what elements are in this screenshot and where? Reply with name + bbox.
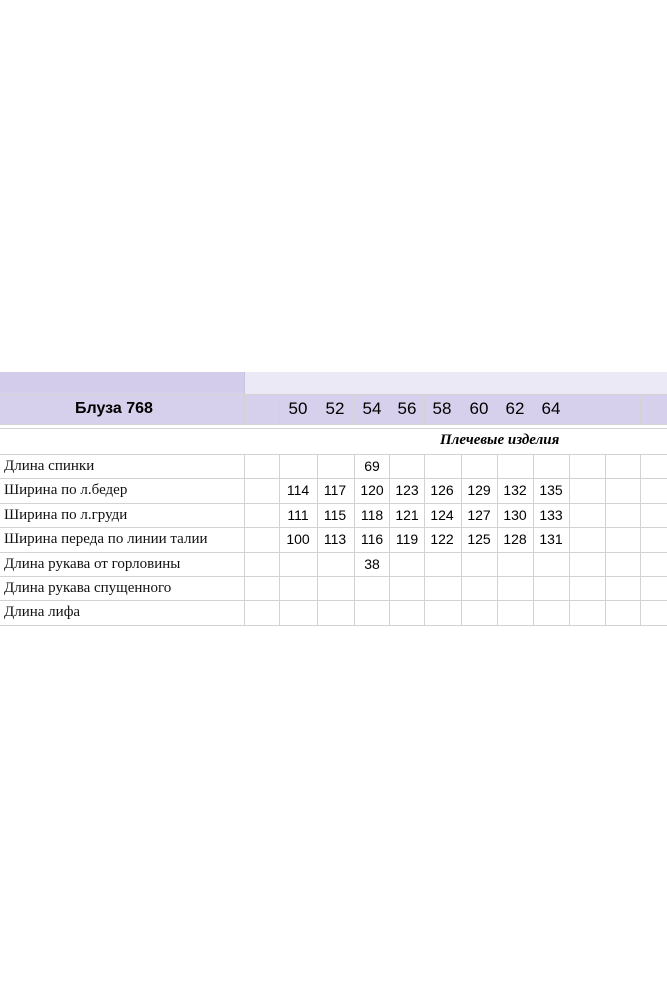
grid-line — [640, 394, 641, 424]
grid-line — [640, 454, 641, 625]
table-cell — [497, 552, 533, 576]
table-cell — [497, 600, 533, 624]
table-cell — [497, 576, 533, 600]
table-cell — [317, 552, 353, 576]
table-cell: 116 — [360, 531, 384, 548]
table-cell: 132 — [503, 482, 527, 499]
size-header-cell: 52 — [325, 399, 345, 418]
grid-line — [389, 394, 390, 424]
grid-line — [0, 625, 667, 626]
grid-line — [0, 424, 667, 425]
size-chart-table — [0, 372, 667, 627]
table-cell — [461, 552, 497, 576]
grid-line — [279, 394, 280, 424]
table-cell — [424, 600, 460, 624]
table-cell: 121 — [395, 506, 419, 523]
table-cell: 123 — [395, 482, 419, 499]
table-cell: 111 — [287, 506, 309, 523]
grid-line — [424, 394, 425, 424]
size-header-cell: 50 — [288, 399, 308, 418]
row-label: Ширина по л.бедер — [4, 482, 128, 499]
table-cell — [424, 454, 460, 478]
table-cell — [317, 454, 353, 478]
table-cell: 135 — [539, 482, 563, 499]
grid-line — [461, 394, 462, 424]
table-cell — [389, 600, 425, 624]
table-cell: 128 — [503, 531, 527, 548]
table-cell: 126 — [430, 482, 454, 499]
grid-line — [569, 394, 570, 424]
grid-line — [605, 454, 606, 625]
size-header-cell: 58 — [432, 399, 452, 418]
table-cell — [389, 552, 425, 576]
table-cell: 118 — [360, 506, 384, 523]
table-cell: 131 — [539, 531, 563, 548]
header-top-strip — [244, 372, 667, 394]
table-cell — [461, 454, 497, 478]
table-cell — [280, 576, 316, 600]
table-cell: 119 — [395, 531, 419, 548]
product-title: Блуза 768 — [75, 400, 153, 417]
grid-line — [317, 394, 318, 424]
grid-line — [0, 394, 667, 395]
table-cell — [317, 600, 353, 624]
table-cell — [533, 454, 569, 478]
table-cell: 69 — [364, 458, 380, 474]
table-cell — [389, 576, 425, 600]
table-cell — [497, 454, 533, 478]
grid-line — [244, 394, 245, 424]
table-cell: 124 — [430, 506, 454, 523]
size-header-cell: 64 — [541, 399, 561, 418]
section-title: Плечевые изделия — [440, 432, 560, 448]
grid-line — [244, 454, 245, 625]
grid-line — [497, 394, 498, 424]
table-cell — [533, 576, 569, 600]
table-cell — [317, 576, 353, 600]
table-cell — [280, 600, 316, 624]
table-cell — [354, 576, 390, 600]
grid-line — [533, 394, 534, 424]
size-header-cell: 54 — [362, 399, 382, 418]
table-cell: 130 — [503, 506, 527, 523]
table-cell — [424, 576, 460, 600]
size-header-cell: 62 — [505, 399, 525, 418]
table-cell: 113 — [323, 531, 347, 548]
row-label: Длина рукава от горловины — [4, 555, 181, 572]
table-cell: 122 — [430, 531, 454, 548]
table-cell — [533, 552, 569, 576]
table-cell — [424, 552, 460, 576]
row-label: Ширина переда по линии талии — [4, 531, 208, 548]
table-cell: 120 — [360, 482, 384, 499]
table-cell: 117 — [323, 482, 347, 499]
table-cell: 38 — [364, 555, 380, 572]
table-cell: 127 — [467, 506, 491, 523]
row-label: Длина спинки — [4, 458, 95, 474]
grid-line — [354, 394, 355, 424]
table-cell: 115 — [323, 506, 347, 523]
row-label: Ширина по л.груди — [4, 506, 128, 523]
table-cell — [533, 600, 569, 624]
table-cell: 125 — [467, 531, 491, 548]
size-header-cell: 56 — [397, 399, 417, 418]
row-label: Длина лифа — [4, 604, 81, 621]
table-cell: 114 — [286, 482, 310, 499]
table-cell — [280, 454, 316, 478]
table-cell — [461, 600, 497, 624]
table-cell — [280, 552, 316, 576]
table-cell: 133 — [539, 506, 563, 523]
row-label: Длина рукава спущенного — [4, 580, 172, 596]
header-left-block — [0, 372, 244, 392]
table-cell: 100 — [286, 531, 310, 548]
grid-line — [605, 394, 606, 424]
table-cell — [389, 454, 425, 478]
grid-line — [0, 428, 667, 429]
table-cell — [461, 576, 497, 600]
table-cell — [354, 600, 390, 624]
grid-line — [569, 454, 570, 625]
table-cell: 129 — [467, 482, 491, 499]
size-header-cell: 60 — [469, 399, 489, 418]
